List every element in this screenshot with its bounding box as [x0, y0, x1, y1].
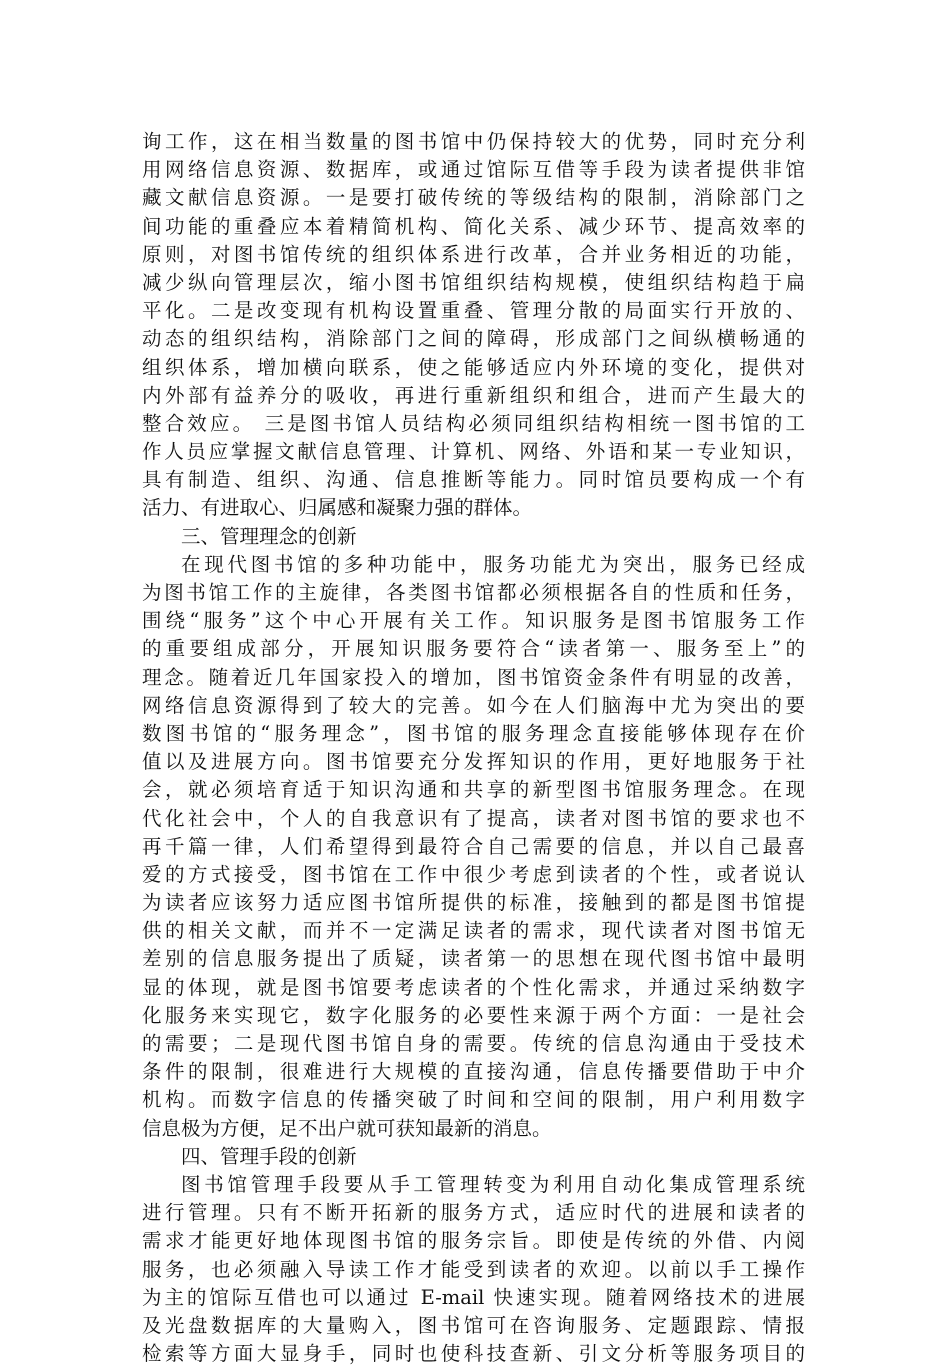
text-line: 化服务来实现它，数字化服务的必要性来源于两个方面：一是社会 [142, 1003, 805, 1027]
text-line: 作人员应掌握文献信息管理、计算机、网络、外语和某一专业知识， [142, 440, 805, 464]
text-line: 动态的组织结构，消除部门之间的障碍，形成部门之间纵横畅通的 [142, 327, 805, 351]
text-line: 具有制造、组织、沟通、信息推断等能力。同时馆员要构成一个有 [142, 468, 805, 492]
text-line: 代化社会中，个人的自我意识有了提高，读者对图书馆的要求也不 [142, 806, 805, 830]
text-line: 供的相关文献，而并不一定满足读者的需求，现代读者对图书馆无 [142, 919, 805, 943]
text-line: 网络信息资源得到了较大的完善。如今在人们脑海中尤为突出的要 [142, 693, 805, 717]
text-line: 活力、有进取心、归属感和凝聚力强的群体。 [142, 496, 533, 520]
text-line: 减少纵向管理层次，缩小图书馆组织结构规模，使组织结构趋于扁 [142, 270, 805, 294]
text-line: 用网络信息资源、数据库，或通过馆际互借等手段为读者提供非馆 [142, 158, 805, 182]
text-line: 的需要；二是现代图书馆自身的需要。传统的信息沟通由于受技术 [142, 1032, 805, 1055]
heading-text: 三、管理理念的创新 [181, 524, 357, 548]
text-line: 信息极为方便，足不出户就可获知最新的消息。 [142, 1116, 552, 1140]
text-line: 内外部有益养分的吸收，再进行重新组织和组合，进而产生最大的 [142, 383, 805, 407]
text-line: 平化。二是改变现有机构设置重叠、管理分散的局面实行开放的、 [142, 299, 805, 323]
text-line: 显的体现，就是图书馆要考虑读者的个性化需求，并通过采纳数字 [142, 975, 805, 999]
text-line: 原则，对图书馆传统的组织体系进行改革，合并业务相近的功能， [142, 242, 805, 266]
paragraph-org-structure [142, 128, 805, 523]
text-line: 需求才能更好地体现图书馆的服务宗旨。即使是传统的外借、内阅 [142, 1229, 805, 1253]
text-line: 藏文献信息资源。一是要打破传统的等级结构的限制，消除部门之 [142, 186, 805, 210]
text-line: 爱的方式接受，图书馆在工作中很少考虑到读者的个性，或者说认 [142, 862, 805, 886]
text-line: 数图书馆的“服务理念”，图书馆的服务理念直接能够体现存在价 [142, 721, 805, 745]
text-line: 整合效应。 三是图书馆人员结构必须同组织结构相统一图书馆的工 [142, 411, 805, 435]
paragraph-service-concept [142, 551, 805, 1143]
text-line: 在现代图书馆的多种功能中，服务功能尤为突出，服务已经成 [181, 552, 805, 576]
heading-text: 四、管理手段的创新 [181, 1144, 357, 1168]
text-line: 组织体系，增加横向联系，使之能够适应内外环境的变化，提供对 [142, 355, 805, 379]
text-line: 间功能的重叠应本着精简机构、简化关系、减少环节、提高效率的 [142, 214, 805, 238]
text-line: 会，就必须培育适于知识沟通和共享的新型图书馆服务理念。在现 [142, 778, 805, 802]
text-line: 差别的信息服务提出了质疑，读者第一的思想在现代图书馆中最明 [142, 947, 805, 971]
text-line: 为图书馆工作的主旋律，各类图书馆都必须根据各自的性质和任务， [142, 581, 805, 604]
text-line: 服务，也必须融入导读工作才能受到读者的欢迎。以前以手工操作 [142, 1257, 805, 1281]
text-line: 围绕“服务”这个中心开展有关工作。知识服务是图书馆服务工作 [142, 609, 805, 633]
section-heading-management-means [142, 1143, 805, 1171]
text-line: 机构。而数字信息的传播突破了时间和空间的限制，用户利用数字 [142, 1088, 805, 1112]
text-line: 为读者应该努力适应图书馆所提供的标准，接触到的都是图书馆提 [142, 891, 805, 915]
text-line: 的重要组成部分，开展知识服务要符合“读者第一、服务至上”的 [142, 637, 805, 661]
text-line: 及光盘数据库的大量购入，图书馆可在咨询服务、定题跟踪、情报 [142, 1313, 805, 1337]
document-page [142, 128, 805, 1368]
text-line: 图书馆管理手段要从手工管理转变为利用自动化集成管理系统 [181, 1172, 805, 1196]
text-line: 进行管理。只有不断开拓新的服务方式，适应时代的进展和读者的 [142, 1201, 805, 1225]
section-heading-management-concept [142, 523, 805, 551]
text-line: 询工作，这在相当数量的图书馆中仍保持较大的优势，同时充分利 [142, 130, 805, 153]
text-line: 理念。随着近几年国家投入的增加，图书馆资金条件有明显的改善， [142, 665, 805, 689]
text-line: 为主的馆际互借也可以通过 E-mail 快速实现。随着网络技术的进展 [142, 1285, 805, 1309]
text-line: 检索等方面大显身手，同时也使科技查新、引文分析等服务项目的 [142, 1342, 805, 1366]
paragraph-automation [142, 1171, 805, 1368]
text-line: 值以及进展方向。图书馆要充分发挥知识的作用，更好地服务于社 [142, 750, 805, 774]
text-line: 条件的限制，很难进行大规模的直接沟通，信息传播要借助于中介 [142, 1060, 805, 1084]
text-line: 再千篇一律，人们希望得到最符合自己需要的信息，并以自己最喜 [142, 834, 805, 858]
